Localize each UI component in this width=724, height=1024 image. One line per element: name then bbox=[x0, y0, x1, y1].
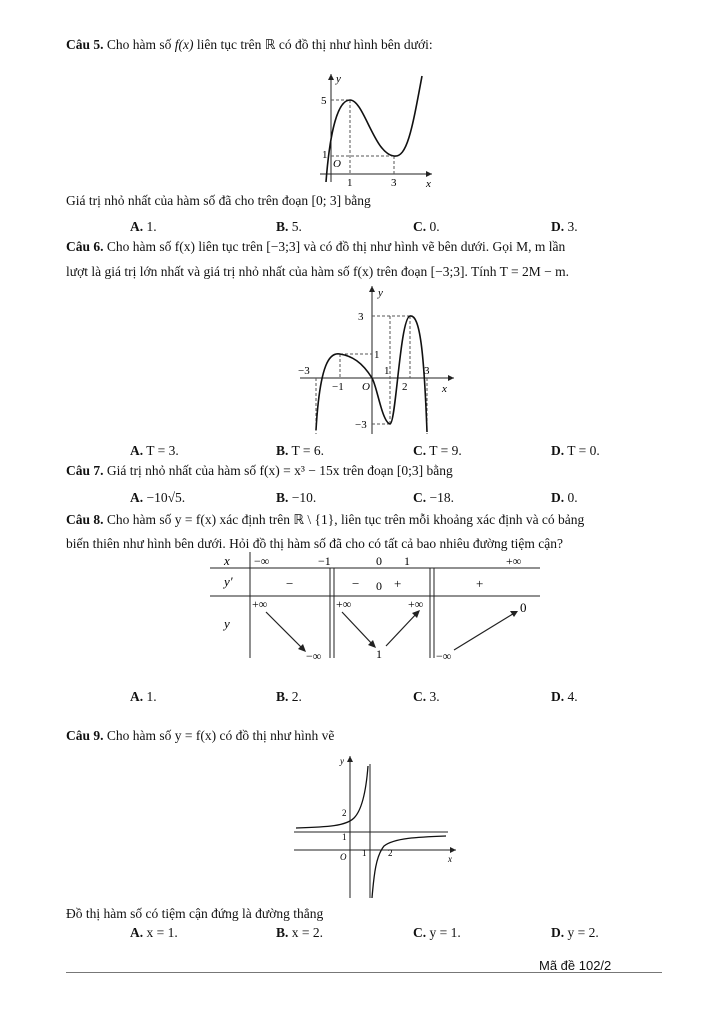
q9-graph bbox=[288, 752, 462, 902]
q8-y-2: +∞ bbox=[336, 597, 352, 611]
q8-line1-text: Cho hàm số y = f(x) xác định trên ℝ \ {1}, liên tục trên mỗi khoảng xác định và có bảng bbox=[106, 512, 585, 527]
q6-line1-text: Cho hàm số f(x) liên tục trên [−3;3] và có đồ thị như hình vẽ bên dưới. Gọi M, m lần bbox=[106, 239, 566, 254]
q7-option-c[interactable]: C. −18. bbox=[413, 490, 454, 505]
q6-tick-3: 3 bbox=[358, 311, 364, 323]
q7-option-d[interactable]: D. 0. bbox=[551, 490, 578, 505]
q8-yp-3: + bbox=[394, 576, 402, 591]
q8-x-2: 0 bbox=[376, 554, 382, 568]
q6-option-b[interactable]: B. T = 6. bbox=[276, 443, 325, 458]
q8-y-0: +∞ bbox=[252, 597, 268, 611]
q5-text-c: có đồ thị như hình bên dưới: bbox=[278, 37, 433, 52]
q6-tick-x3: 3 bbox=[424, 365, 430, 377]
q8-y-4: +∞ bbox=[408, 597, 424, 611]
q6-tick-m1: −1 bbox=[332, 381, 344, 393]
q5-tick-y5: 5 bbox=[321, 95, 327, 107]
q9-xlabel: x bbox=[448, 854, 452, 864]
q6-ylabel: y bbox=[378, 287, 383, 299]
q6-option-c[interactable]: C. T = 9. bbox=[413, 443, 462, 458]
q8-y-1: −∞ bbox=[306, 649, 322, 663]
q6-xlabel: x bbox=[442, 383, 447, 395]
q9-tick-y2: 2 bbox=[342, 808, 347, 818]
q9-label: Câu 9. bbox=[66, 728, 104, 743]
q8-row-y: y bbox=[224, 616, 230, 631]
q5-option-c[interactable]: C. 0. bbox=[413, 219, 440, 234]
q8-line1 bbox=[66, 511, 584, 528]
q5-xlabel: x bbox=[426, 178, 431, 188]
q8-y-6: 0 bbox=[520, 600, 527, 615]
q5-option-a[interactable]: A. 1. bbox=[130, 219, 157, 234]
q7-option-b[interactable]: B. −10. bbox=[276, 490, 317, 505]
q6-graph bbox=[292, 282, 462, 440]
q5-origin: O bbox=[333, 158, 341, 170]
q9-tick-x2: 2 bbox=[388, 848, 393, 858]
q6-label: Câu 6. bbox=[66, 239, 104, 254]
q6-tick-x1: 1 bbox=[384, 365, 390, 377]
q6-tick-1: 1 bbox=[374, 349, 380, 361]
q9-option-c[interactable]: C. y = 1. bbox=[413, 925, 461, 940]
q6-option-a[interactable]: A. T = 3. bbox=[130, 443, 179, 458]
q7-statement bbox=[66, 462, 453, 479]
q8-y-3: 1 bbox=[376, 647, 382, 661]
q9-text: Cho hàm số y = f(x) có đồ thị như hình vẽ bbox=[106, 728, 335, 743]
q9-ylabel: y bbox=[340, 756, 344, 766]
q8-option-b[interactable]: B. 2. bbox=[276, 689, 302, 704]
q5-tick-y1: 1 bbox=[322, 149, 328, 161]
q9-origin: O bbox=[340, 852, 347, 862]
q5-tick-x3: 3 bbox=[391, 177, 397, 188]
q5-graph bbox=[312, 70, 442, 188]
q8-variation-table bbox=[210, 552, 540, 664]
q6-line2: lượt là giá trị lớn nhất và giá trị nhỏ nhất của hàm số f(x) trên đoạn [−3;3]. Tính T = 2M − m. bbox=[66, 264, 569, 279]
q8-x-4: +∞ bbox=[506, 554, 522, 568]
q8-yp-1: − bbox=[352, 576, 360, 591]
q8-row-yprime: y′ bbox=[224, 574, 233, 589]
q8-x-3: 1 bbox=[404, 554, 410, 568]
q5-fx: f(x) bbox=[174, 37, 194, 52]
q6-origin: O bbox=[362, 381, 370, 393]
q9-option-d[interactable]: D. y = 2. bbox=[551, 925, 599, 940]
q5-label: Câu 5. bbox=[66, 37, 104, 52]
q8-yp-4: + bbox=[476, 576, 484, 591]
q8-x-0: −∞ bbox=[254, 554, 270, 568]
q9-tick-y1: 1 bbox=[342, 832, 347, 842]
q9-tick-x1: 1 bbox=[362, 848, 367, 858]
q7-text: Giá trị nhỏ nhất của hàm số f(x) = x³ − 15x trên đoạn [0;3] bằng bbox=[106, 463, 453, 478]
q8-yp-2: 0 bbox=[376, 579, 382, 593]
q5-text-b: liên tục trên bbox=[196, 37, 262, 52]
q5-question: Giá trị nhỏ nhất của hàm số đã cho trên đoạn [0; 3] bằng bbox=[66, 193, 371, 208]
q8-label: Câu 8. bbox=[66, 512, 104, 527]
q5-option-b[interactable]: B. 5. bbox=[276, 219, 302, 234]
q8-line2: biến thiên như hình bên dưới. Hỏi đồ thị hàm số đã cho có tất cả bao nhiêu đường tiệm cận? bbox=[66, 536, 563, 551]
q8-option-a[interactable]: A. 1. bbox=[130, 689, 157, 704]
q6-option-d[interactable]: D. T = 0. bbox=[551, 443, 600, 458]
q8-yp-0: − bbox=[286, 576, 294, 591]
q8-x-1: −1 bbox=[318, 554, 331, 568]
footer-divider bbox=[66, 972, 662, 973]
q7-label: Câu 7. bbox=[66, 463, 104, 478]
q5-ylabel: y bbox=[336, 73, 341, 85]
q6-line1 bbox=[66, 238, 565, 255]
q8-option-d[interactable]: D. 4. bbox=[551, 689, 578, 704]
q5-tick-x1: 1 bbox=[347, 177, 353, 188]
q5-text-a: Cho hàm số bbox=[106, 37, 172, 52]
q8-y-5: −∞ bbox=[436, 649, 452, 663]
q6-tick-x2: 2 bbox=[402, 381, 408, 393]
q8-row-x: x bbox=[224, 553, 230, 568]
q9-option-a[interactable]: A. x = 1. bbox=[130, 925, 178, 940]
q6-tick-m3y: −3 bbox=[355, 419, 367, 431]
exam-code-footer: Mã đề 102/2 bbox=[539, 958, 612, 973]
q6-tick-m3x: −3 bbox=[298, 365, 310, 377]
q5-domain: ℝ bbox=[264, 37, 276, 52]
q8-option-c[interactable]: C. 3. bbox=[413, 689, 440, 704]
q9-question: Đồ thị hàm số có tiệm cận đứng là đường thẳng bbox=[66, 906, 324, 921]
q5-statement bbox=[66, 36, 433, 53]
q9-statement bbox=[66, 727, 334, 744]
q9-option-b[interactable]: B. x = 2. bbox=[276, 925, 324, 940]
q5-option-d[interactable]: D. 3. bbox=[551, 219, 578, 234]
q7-option-a[interactable]: A. −10√5. bbox=[130, 490, 186, 505]
